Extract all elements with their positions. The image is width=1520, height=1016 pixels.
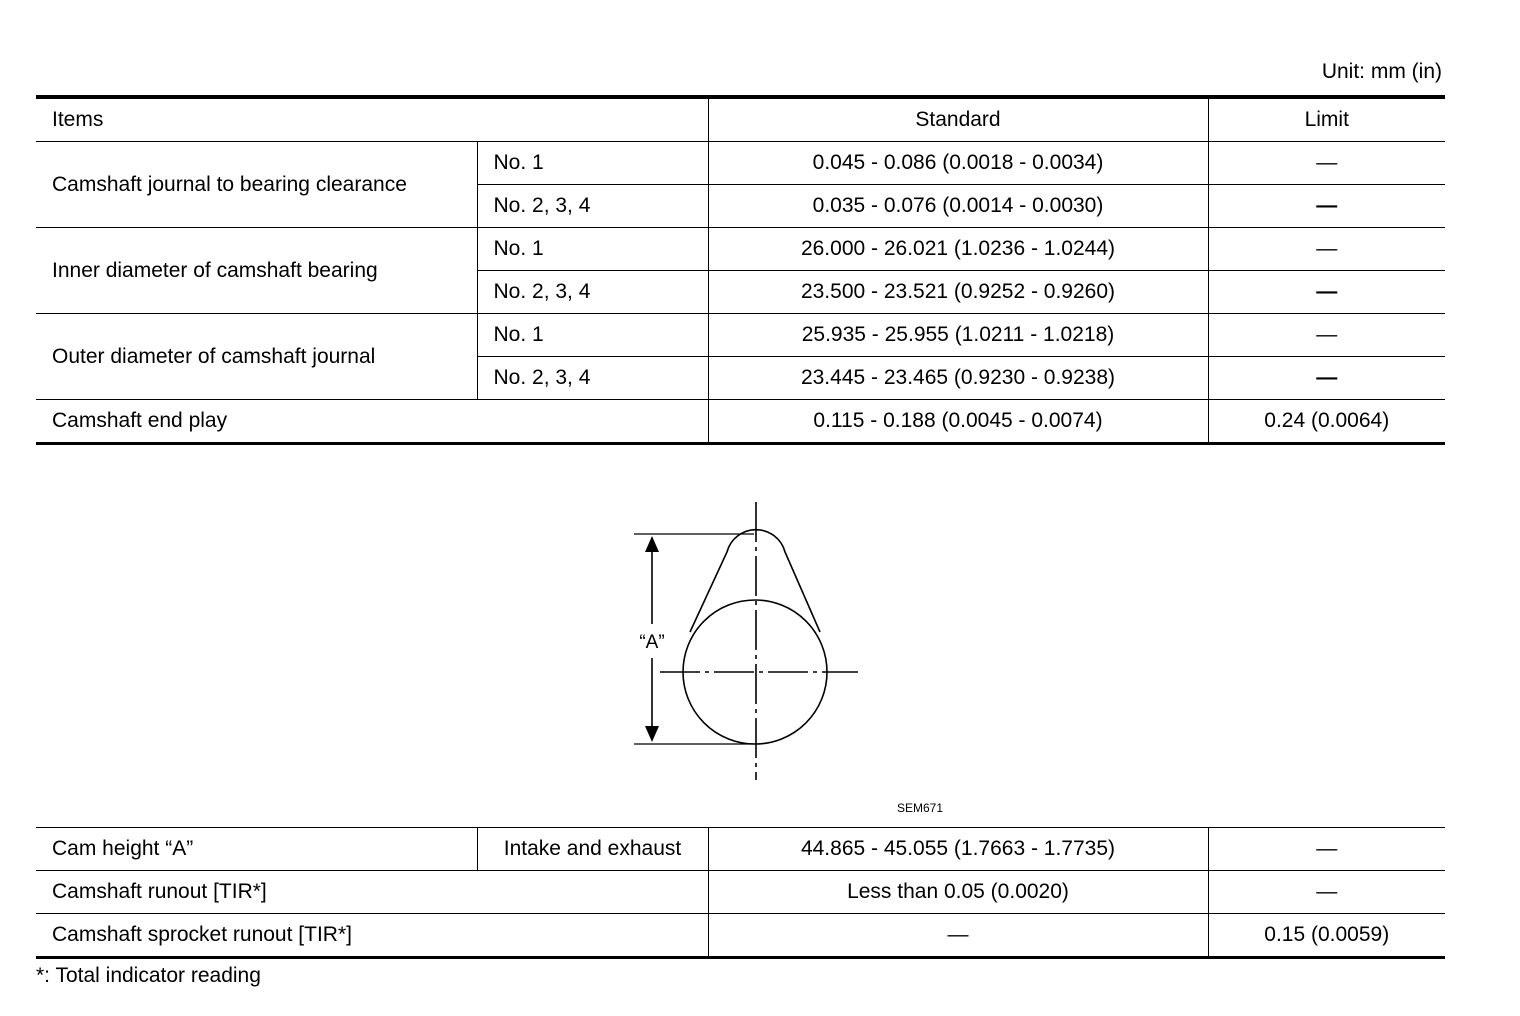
- header-row: [36, 97, 1445, 142]
- group-label-journal: Outer diameter of camshaft journal: [36, 314, 477, 400]
- table-row: [36, 228, 1445, 271]
- standard-value: 23.445 - 23.465 (0.9230 - 0.9238): [708, 357, 1208, 400]
- sub-label: No. 2, 3, 4: [477, 357, 708, 400]
- sub-label: No. 1: [477, 142, 708, 185]
- table-row: [36, 142, 1445, 185]
- runout-label: Camshaft runout [TIR*]: [36, 871, 708, 914]
- standard-value: Less than 0.05 (0.0020): [708, 871, 1208, 914]
- sub-label: No. 1: [477, 314, 708, 357]
- header-standard: Standard: [708, 97, 1208, 142]
- limit-value: 0.24 (0.0064): [1208, 400, 1445, 444]
- standard-value: —: [708, 914, 1208, 958]
- limit-value: —: [1208, 142, 1445, 185]
- end-play-label: Camshaft end play: [36, 400, 708, 444]
- group-label-clearance: Camshaft journal to bearing clearance: [36, 142, 477, 228]
- sub-label: No. 1: [477, 228, 708, 271]
- camshaft-spec-table: [36, 95, 1445, 445]
- standard-value: 44.865 - 45.055 (1.7663 - 1.7735): [708, 828, 1208, 871]
- limit-value: 0.15 (0.0059): [1208, 914, 1445, 958]
- standard-value: 0.035 - 0.076 (0.0014 - 0.0030): [708, 185, 1208, 228]
- standard-value: 23.500 - 23.521 (0.9252 - 0.9260): [708, 271, 1208, 314]
- sub-label: Intake and exhaust: [477, 828, 708, 871]
- limit-value: —: [1208, 314, 1445, 357]
- cam-runout-table: [36, 827, 1445, 959]
- limit-value: —: [1208, 871, 1445, 914]
- footnote: *: Total indicator reading: [36, 964, 261, 987]
- sprocket-runout-label: Camshaft sprocket runout [TIR*]: [36, 914, 708, 958]
- header-items: Items: [36, 97, 708, 142]
- limit-value: —: [1208, 828, 1445, 871]
- standard-value: 26.000 - 26.021 (1.0236 - 1.0244): [708, 228, 1208, 271]
- limit-value: —: [1208, 185, 1445, 228]
- arrow-up-icon: [645, 536, 659, 552]
- cam-height-label: Cam height “A”: [36, 828, 477, 871]
- dimension-label: “A”: [639, 632, 665, 653]
- sub-label: No. 2, 3, 4: [477, 271, 708, 314]
- table-row: [36, 828, 1445, 871]
- table-row: [36, 314, 1445, 357]
- table-row: [36, 400, 1445, 444]
- figure-code: SEM671: [896, 801, 944, 815]
- table-row: [36, 914, 1445, 958]
- unit-label: Unit: mm (in): [1321, 60, 1442, 83]
- table-row: [36, 871, 1445, 914]
- group-label-bearing: Inner diameter of camshaft bearing: [36, 228, 477, 314]
- header-limit: Limit: [1208, 97, 1445, 142]
- sub-label: No. 2, 3, 4: [477, 185, 708, 228]
- standard-value: 0.115 - 0.188 (0.0045 - 0.0074): [708, 400, 1208, 444]
- standard-value: 0.045 - 0.086 (0.0018 - 0.0034): [708, 142, 1208, 185]
- arrow-down-icon: [645, 726, 659, 742]
- cam-height-diagram: [620, 500, 880, 790]
- limit-value: —: [1208, 271, 1445, 314]
- standard-value: 25.935 - 25.955 (1.0211 - 1.0218): [708, 314, 1208, 357]
- limit-value: —: [1208, 357, 1445, 400]
- limit-value: —: [1208, 228, 1445, 271]
